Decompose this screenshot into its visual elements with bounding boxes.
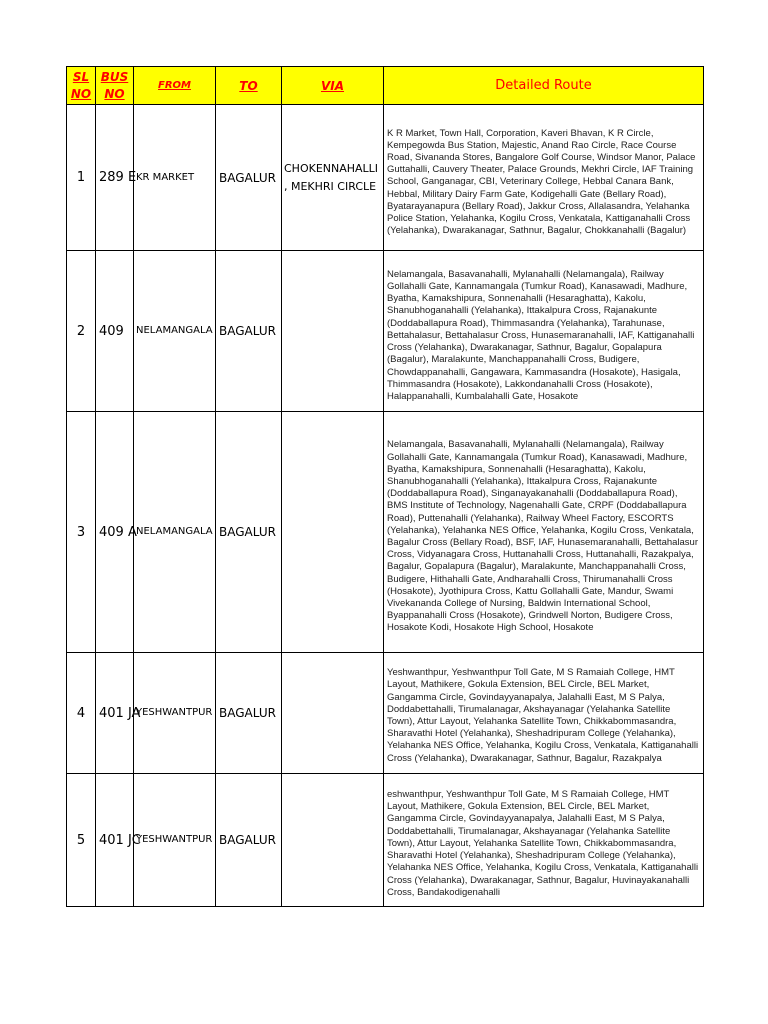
header-via: VIA <box>282 67 384 105</box>
to-cell: BAGALUR <box>216 251 282 412</box>
route-text: K R Market, Town Hall, Corporation, Kaveri Bhavan, K R Circle, Kempegowda Bus Station, Majestic, Anand Rao Circle, Race Course Road, Sivananda Stores, Bangalore Golf Course, Windsor Manor, Palace Guttahalli, Cauvery Theater, Palace Grounds, Mekhri Circle, IAF Training School, Ganganagar, CBI, Veterinary College, Hebbal Canara Bank, Hebbal, Military Dairy Farm Gate, Kodigehalli Gate (Bellary Road), Byatarayanapura (Bellary Road), Jakkur Cross, Allalasandra, Yelahanka Police Station, Yelahanka, Kogilu Cross, Venkatala, Kattiganahalli Cross (Yelahanka), Dwarakanagar, Sathnur, Bagalur, Chokkanahalli (Bagalur) <box>387 127 696 237</box>
via-cell: CHOKENNAHALLI , MEKHRI CIRCLE <box>282 105 384 251</box>
header-from: FROM <box>134 67 216 105</box>
via-cell <box>282 774 384 907</box>
sl-no-cell: 5 <box>67 774 96 907</box>
header-detailed-route: Detailed Route <box>384 67 704 105</box>
route-cell <box>384 653 704 774</box>
table-row <box>67 774 704 907</box>
to-cell: BAGALUR <box>216 412 282 653</box>
route-cell <box>384 412 704 653</box>
to-cell: BAGALUR <box>216 105 282 251</box>
via-cell <box>282 412 384 653</box>
table-row <box>67 105 704 251</box>
header-bus-no: BUS NO <box>96 67 134 105</box>
from-cell: YESHWANTPUR <box>134 774 216 907</box>
table-row <box>67 653 704 774</box>
via-cell <box>282 251 384 412</box>
sl-no-cell: 2 <box>67 251 96 412</box>
bus-no-cell: 401 JA <box>96 653 134 774</box>
bus-no-cell: 289 E <box>96 105 134 251</box>
from-cell: KR MARKET <box>134 105 216 251</box>
from-cell: NELAMANGALA <box>134 251 216 412</box>
to-cell: BAGALUR <box>216 653 282 774</box>
from-cell: YESHWANTPUR <box>134 653 216 774</box>
route-cell <box>384 105 704 251</box>
table-row <box>67 251 704 412</box>
to-cell: BAGALUR <box>216 774 282 907</box>
bus-no-cell: 409 A <box>96 412 134 653</box>
route-cell <box>384 774 704 907</box>
sl-no-cell: 1 <box>67 105 96 251</box>
route-text: eshwanthpur, Yeshwanthpur Toll Gate, M S Ramaiah College, HMT Layout, Mathikere, Gokula Extension, BEL Circle, BEL Market, Gangamma Circle, Govindayyanapalya, Jalahalli East, M S Palya, Doddabettahalli, Tirumalanagar, Akshayanagar (Yelahanka Satellite Town), Attur Layout, Yelahanka Satellite Town, Chikkabommasandra, Sharavathi Hotel (Yelahanka), Sheshadripuram College (Yelahanka), Yelahanka NES Office, Yelahanka, Kogilu Cross, Venkatala, Kattiganahalli Cross (Yelahanka), Dwarakanagar, Sathnur, Bagalur, Huvinayakanahalli Cross, Bandakodigenahalli <box>387 789 699 898</box>
from-cell: NELAMANGALA <box>134 412 216 653</box>
table-row <box>67 412 704 653</box>
header-to: TO <box>216 67 282 105</box>
sl-no-cell: 3 <box>67 412 96 653</box>
route-text: Nelamangala, Basavanahalli, Mylanahalli (Nelamangala), Railway Gollahalli Gate, Kannamangala (Tumkur Road), Kanasawadi, Madhure, Byatha, Kamakshipura, Sonnenahalli (Hesaraghatta), Kakolu, Shanubhoganahalli (Yelahanka), Ittakalpura Cross, Rajanakunte (Doddaballapura Road), Thimmasandra (Yelahanka), Tarahunase, Bettahalasur, Bettahalasur Cross, Hunasemaranahalli, IAF, Kattiganahalli Cross (Yelahanka), Dwarakanagar, Sathnur, Bagalur, Gopalapura (Bagalur), Maralakunte, Manchappanahalli Cross, Budigere, Chowdappanahalli, Gangawara, Kammasandra (Hosakote), Hasigala, Thimmasandra (Hosakote), Lakkondanahalli Cross (Hosakote), Halappanahalli, Kumbalahalli Gate, Hosakote <box>387 268 695 402</box>
route-cell <box>384 251 704 412</box>
route-text: Yeshwanthpur, Yeshwanthpur Toll Gate, M S Ramaiah College, HMT Layout, Mathikere, Gokula Extension, BEL Circle, BEL Market, Gangamma Circle, Govindayyanapalya, Jalahalli East, M S Palya, Doddabettahalli, Tirumalanagar, Akshayanagar (Yelahanka Satellite Town), Attur Layout, Yelahanka Satellite Town, Chikkabommasandra, Sharavathi Hotel (Yelahanka), Sheshadripuram College (Yelahanka), Yelahanka NES Office, Yelahanka, Kogilu Cross, Venkatala, Kattiganahalli Cross (Yelahanka), Dwarakanagar, Sathnur, Bagalur, Razakpalya <box>387 667 699 764</box>
bus-no-cell: 401 JC <box>96 774 134 907</box>
header-sl-no: SL NO <box>67 67 96 105</box>
sl-no-cell: 4 <box>67 653 96 774</box>
header-row <box>67 67 704 105</box>
via-cell <box>282 653 384 774</box>
route-text: Nelamangala, Basavanahalli, Mylanahalli (Nelamangala), Railway Gollahalli Gate, Kannamangala (Tumkur Road), Kanasawadi, Madhure, Byatha, Kamakshipura, Sonnenahalli (Hesaraghatta), Kakolu, Shanubhoganahalli (Yelahanka), Ittakalpura Cross, Rajanakunte (Doddaballapura Road), Singanayakanahalli (Doddaballapura Road), BMS Institute of Technology, Nagenahalli Gate, CRPF (Doddaballapura Road), Puttenahalli (Yelahanka), Railway Wheel Factory, ESCORTS (Yelahanka), Yelahanka NES Office, Yelahanka, Kogilu Cross, Venkatala, Bagalur Cross (Bellary Road), BSF, IAF, Hunasemaranahalli, Bettahalasur Cross, Vidyanagara Cross, Huttanahalli Cross, Huttanahalli, Razakpalya, Bagalur, Gopalapura (Bagalur), Maralakunte, Manchappanahalli Cross, Budigere, Hithahalli Gate, Andharahalli Cross, Thirumanahalli Cross (Hosakote), Jyothipura Cross, Kattu Gollahalli Gate, Mandur, Swami Vivekananda College of Nursing, Baldwin International School, Byappanahalli Cross (Hosakote), Grindwell Norton, Budigere Cross, Hosakote Kodi, Hosakote High School, Hosakote <box>387 439 699 634</box>
bus-route-table <box>66 66 704 907</box>
bus-no-cell: 409 <box>96 251 134 412</box>
